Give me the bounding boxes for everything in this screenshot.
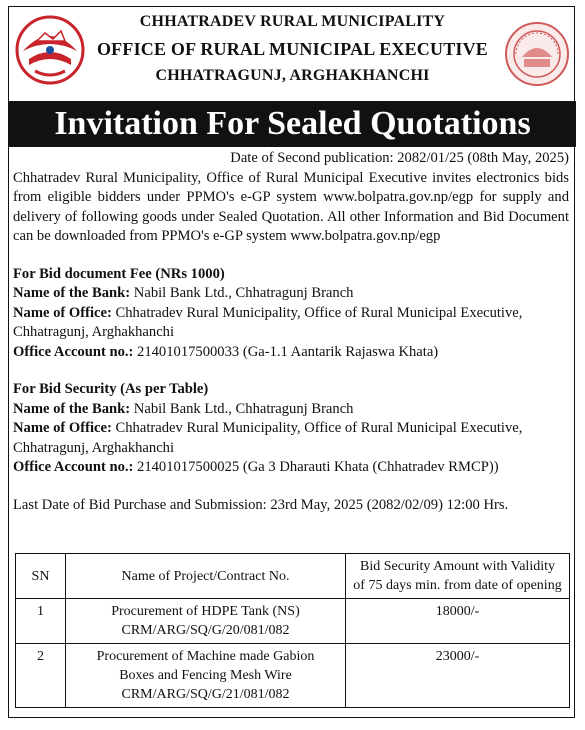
intro-paragraph: Chhatradev Rural Municipality, Office of Rural Municipal Executive invites electronics bids from eligible bidders under PPMO's e-GP system www.bolpatra.gov.np/egp for supply and delivery of following goods under Sealed Quotation. All other Information and Bid Document can be downloaded from PPMO's e-GP system www.bolpatra.gov.np/egp bbox=[13, 169, 569, 244]
row-project: Procurement of HDPE Tank (NS) CRM/ARG/SQ/G/20/081/082 bbox=[66, 599, 346, 644]
fee-heading: For Bid document Fee (NRs 1000) bbox=[13, 265, 225, 282]
col-sn-header: SN bbox=[16, 554, 66, 599]
header bbox=[9, 7, 576, 95]
table-header-row bbox=[16, 554, 570, 599]
col-name-header: Name of Project/Contract No. bbox=[66, 554, 346, 599]
publication-date: Date of Second publication: 2082/01/25 (08th May, 2025) bbox=[230, 150, 569, 166]
table-row bbox=[16, 599, 570, 644]
notice-title: Invitation For Sealed Quotations bbox=[9, 101, 576, 147]
row-amount: 18000/- bbox=[346, 599, 570, 644]
bid-table bbox=[15, 553, 570, 708]
security-account: Office Account no.: 21401017500025 (Ga 3 Dharauti Khata (Chhatradev RMCP)) bbox=[13, 459, 499, 475]
official-seal-icon bbox=[504, 21, 570, 87]
fee-bank: Name of the Bank: Nabil Bank Ltd., Chhatragunj Branch bbox=[13, 285, 354, 301]
security-office: Name of Office: Chhatradev Rural Municipality, Office of Rural Municipal Executive, Chhatragunj, Arghakhanchi bbox=[13, 420, 523, 456]
fee-office: Name of Office: Chhatradev Rural Municipality, Office of Rural Municipal Executive, Chhatragunj, Arghakhanchi bbox=[13, 304, 523, 340]
row-amount: 23000/- bbox=[346, 644, 570, 708]
municipality-name: CHHATRADEV RURAL MUNICIPALITY bbox=[139, 13, 446, 30]
row-sn: 2 bbox=[16, 644, 66, 708]
office-name: OFFICE OF RURAL MUNICIPAL EXECUTIVE bbox=[96, 39, 489, 59]
last-date: Last Date of Bid Purchase and Submission: 23rd May, 2025 (2082/02/09) 12:00 Hrs. bbox=[13, 496, 509, 513]
notice-body bbox=[13, 149, 569, 515]
security-bank: Name of the Bank: Nabil Bank Ltd., Chhatragunj Branch bbox=[13, 400, 354, 417]
row-project: Procurement of Machine made Gabion Boxes and Fencing Mesh Wire CRM/ARG/SQ/G/21/081/082 bbox=[66, 644, 346, 708]
office-location: CHHATRAGUNJ, ARGHAKHANCHI bbox=[155, 67, 430, 84]
fee-account: Office Account no.: 21401017500033 (Ga-1.1 Aantarik Rajaswa Khata) bbox=[13, 343, 439, 360]
table-row bbox=[16, 644, 570, 708]
col-security-header: Bid Security Amount with Validity of 75 days min. from date of opening bbox=[346, 554, 570, 599]
row-sn: 1 bbox=[16, 599, 66, 644]
security-heading: For Bid Security (As per Table) bbox=[13, 381, 209, 397]
notice-frame bbox=[8, 6, 575, 718]
